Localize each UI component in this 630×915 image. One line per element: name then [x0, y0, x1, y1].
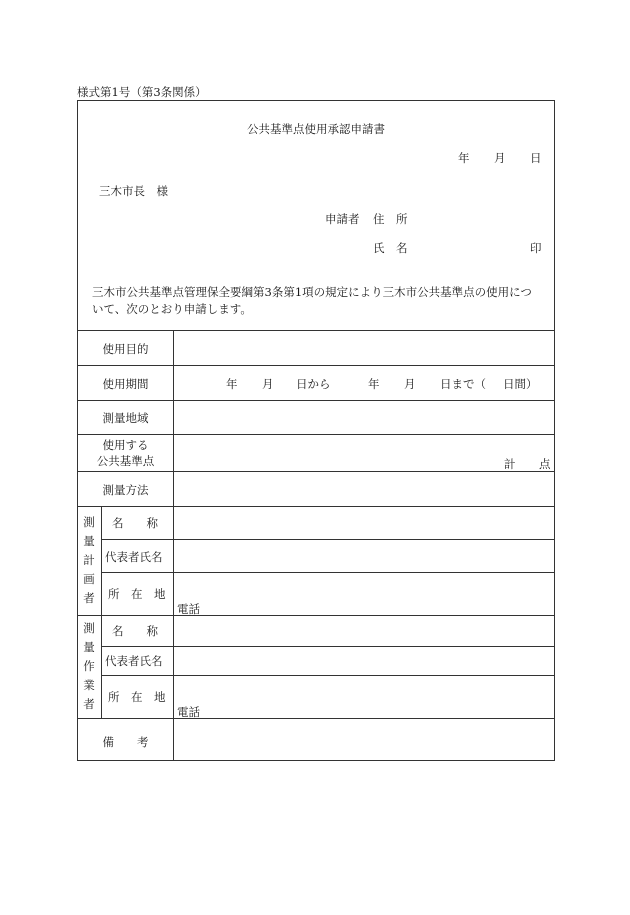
- group-column-divider: [101, 506, 102, 718]
- date-day-label: 日: [530, 151, 542, 165]
- seal-mark: 印: [530, 241, 542, 255]
- addressee: 三木市長 様: [99, 184, 168, 198]
- worker-group-label: 測 量 作 業 者: [83, 621, 95, 711]
- rule: [101, 675, 554, 676]
- period-from-day: 日から: [296, 377, 331, 391]
- period-to-year: 年: [368, 377, 380, 391]
- applicant-label: 申請者: [325, 212, 360, 226]
- rule: [78, 615, 554, 616]
- date-year-label: 年: [458, 151, 470, 165]
- rule: [78, 506, 554, 507]
- planner-location-label: 所 在 地: [108, 587, 166, 601]
- application-form: [77, 100, 555, 761]
- period-to-day: 日まで（: [440, 377, 486, 391]
- rule: [101, 646, 554, 647]
- period-days: 日間）: [503, 377, 538, 391]
- points-total-ten: 点: [539, 457, 551, 471]
- planner-group-label: 測 量 計 画 者: [83, 515, 95, 605]
- worker-phone-label: 電話: [177, 705, 200, 719]
- rule: [78, 471, 554, 472]
- worker-name-label: 名 称: [112, 624, 158, 638]
- period-to-month: 月: [404, 377, 416, 391]
- row-label-use-purpose: 使用目的: [102, 342, 149, 356]
- row-label-benchmarks-line1: 使用する: [102, 438, 149, 452]
- rule: [101, 539, 554, 540]
- worker-location-label: 所 在 地: [108, 690, 166, 704]
- planner-name-label: 名 称: [112, 516, 158, 530]
- period-from-month: 月: [262, 377, 274, 391]
- rule: [101, 572, 554, 573]
- label-column-divider: [173, 330, 174, 761]
- purpose-statement: 三木市公共基準点管理保全要綱第3条第1項の規定により三木市公共基準点の使用について、次のとおり申請します。: [92, 285, 532, 316]
- form-title: 公共基準点使用承認申請書: [247, 122, 385, 136]
- row-label-use-period: 使用期間: [102, 377, 149, 391]
- planner-phone-label: 電話: [177, 602, 200, 616]
- rule: [78, 365, 554, 366]
- table-top-rule: [78, 330, 554, 331]
- worker-representative-label: 代表者氏名: [105, 654, 163, 668]
- date-month-label: 月: [494, 151, 506, 165]
- points-total-kei: 計: [504, 457, 516, 471]
- row-label-remarks: 備 考: [102, 735, 149, 749]
- row-label-survey-method: 測量方法: [102, 483, 149, 497]
- rule: [78, 434, 554, 435]
- planner-representative-label: 代表者氏名: [105, 550, 163, 564]
- rule: [78, 400, 554, 401]
- rule: [78, 718, 554, 719]
- row-label-survey-area: 測量地域: [102, 411, 149, 425]
- applicant-address-label: 住 所: [373, 212, 408, 226]
- applicant-name-label: 氏 名: [373, 241, 408, 255]
- row-label-benchmarks-line2: 公共基準点: [96, 454, 155, 468]
- form-number-label: 様式第1号（第3条関係）: [77, 85, 207, 99]
- period-from-year: 年: [226, 377, 238, 391]
